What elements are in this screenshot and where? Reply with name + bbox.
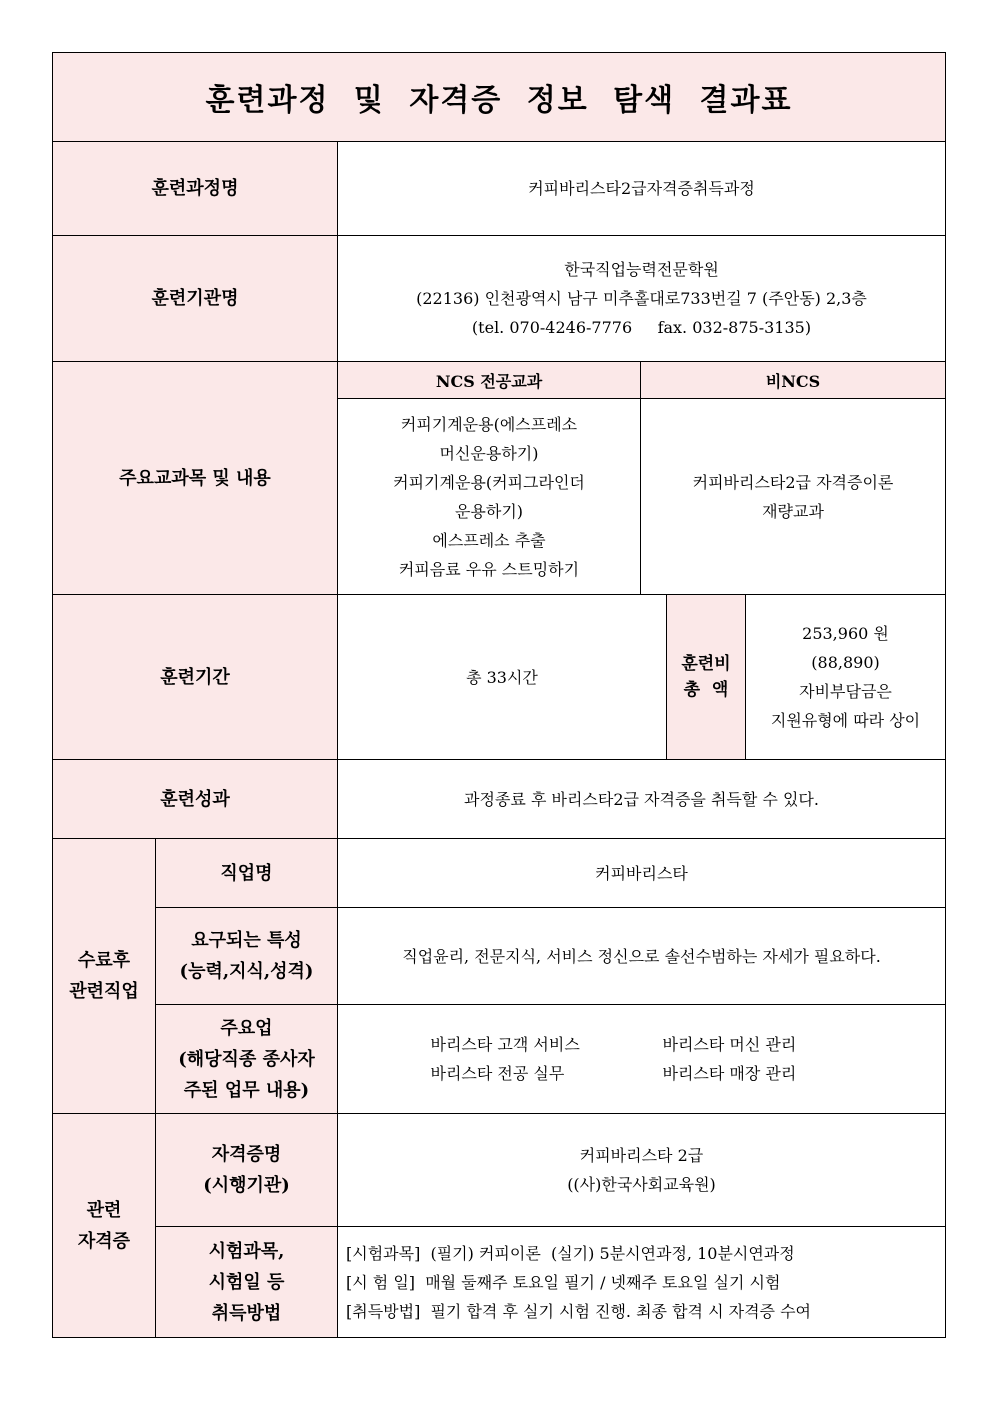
- cert-name-label: [156, 1114, 338, 1227]
- page-title: 훈련과정 및 자격증 정보 탐색 결과표: [53, 53, 946, 142]
- ncs-line: 운용하기): [454, 501, 524, 521]
- ncs-line: 커피기계운용(에스프레소: [400, 414, 578, 434]
- institution-address: (22136) 인천광역시 남구 미추홀대로733번길 7 (주안동) 2,3층: [416, 289, 867, 308]
- duties-label-line: 주된 업무 내용): [183, 1079, 310, 1101]
- cert-name-line: ((사)한국사회교육원): [567, 1175, 716, 1194]
- cost-value: [746, 595, 946, 760]
- institution-contact: (tel. 070-4246-7776 fax. 032-875-3135): [471, 318, 812, 337]
- outcome-label: 훈련성과: [53, 760, 338, 839]
- exam-label-line: 시험과목,: [208, 1240, 285, 1262]
- related-job-label: [53, 839, 156, 1114]
- exam-value: [338, 1227, 946, 1338]
- institution-label: 훈련기관명: [53, 236, 338, 362]
- non-ncs-line: 재량교과: [762, 501, 824, 521]
- period-value: 총 33시간: [338, 595, 667, 760]
- related-job-label-line: 수료후: [77, 950, 131, 971]
- ncs-line: 머신운용하기): [439, 443, 539, 463]
- traits-label: [156, 908, 338, 1005]
- course-name-label: 훈련과정명: [53, 142, 338, 236]
- duties-label: [156, 1005, 338, 1114]
- cert-name-label-line: 자격증명: [211, 1144, 282, 1165]
- ncs-line: 에스프레소 추출: [432, 530, 546, 550]
- duty-item: 바리스타 매장 관리: [662, 1064, 797, 1083]
- duty-item: 바리스타 전공 실무: [430, 1064, 565, 1083]
- cost-line: 자비부담금은: [799, 682, 892, 701]
- exam-label: [156, 1227, 338, 1338]
- duty-item: 바리스타 머신 관리: [662, 1035, 797, 1054]
- cost-label-line: 총 액: [683, 680, 729, 700]
- ncs-line: 커피음료 우유 스트밍하기: [398, 559, 580, 579]
- info-table: [52, 52, 946, 1338]
- duties-grid: [431, 1030, 853, 1088]
- traits-value: 직업윤리, 전문지식, 서비스 정신으로 솔선수범하는 자세가 필요하다.: [338, 908, 946, 1005]
- certificate-label: [53, 1114, 156, 1338]
- certificate-label-line: 관련: [86, 1199, 122, 1221]
- institution-value: [338, 236, 946, 362]
- exam-label-line: 시험일 등: [208, 1271, 285, 1293]
- traits-label-line: 요구되는 특성: [191, 930, 302, 951]
- traits-label-line: (능력,지식,성격): [179, 961, 314, 982]
- job-name-label: 직업명: [156, 839, 338, 908]
- subjects-label: 주요교과목 및 내용: [53, 362, 338, 595]
- cert-name-label-line: (시행기관): [203, 1175, 290, 1196]
- cost-line: (88,890): [811, 653, 880, 672]
- job-name-value: 커피바리스타: [338, 839, 946, 908]
- non-ncs-subjects: [641, 399, 946, 595]
- related-job-label-line: 관련직업: [69, 981, 139, 1002]
- institution-name: 한국직업능력전문학원: [564, 260, 719, 279]
- duties-value: [338, 1005, 946, 1114]
- non-ncs-line: 커피바리스타2급 자격증이론: [692, 472, 894, 492]
- ncs-line: 커피기계운용(커피그라인더: [393, 472, 585, 492]
- duties-label-line: 주요업: [220, 1017, 273, 1039]
- period-label: 훈련기간: [53, 595, 338, 760]
- non-ncs-header: 비NCS: [641, 362, 946, 399]
- duty-item: 바리스타 고객 서비스: [430, 1035, 580, 1054]
- exam-line: [취득방법] 필기 합격 후 실기 시험 진행. 최종 합격 시 자격증 수여: [346, 1301, 812, 1321]
- outcome-value: 과정종료 후 바리스타2급 자격증을 취득할 수 있다.: [338, 760, 946, 839]
- exam-line: [시 험 일] 매월 둘째주 토요일 필기 / 넷째주 토요일 실기 시험: [346, 1272, 781, 1292]
- ncs-header: NCS 전공교과: [338, 362, 641, 399]
- cost-label: [667, 595, 746, 760]
- cost-line: 253,960 원: [802, 624, 889, 643]
- cert-name-value: [338, 1114, 946, 1227]
- cert-name-line: 커피바리스타 2급: [579, 1146, 704, 1165]
- duties-label-line: (해당직종 종사자: [178, 1048, 315, 1070]
- exam-line: [시험과목] (필기) 커피이론 (실기) 5분시연과정, 10분시연과정: [346, 1243, 795, 1263]
- certificate-label-line: 자격증: [77, 1230, 131, 1252]
- exam-label-line: 취득방법: [211, 1302, 282, 1324]
- course-name-value: 커피바리스타2급자격증취득과정: [338, 142, 946, 236]
- cost-line: 지원유형에 따라 상이: [770, 711, 921, 730]
- cost-label-line: 훈련비: [681, 654, 731, 674]
- ncs-subjects: [338, 399, 641, 595]
